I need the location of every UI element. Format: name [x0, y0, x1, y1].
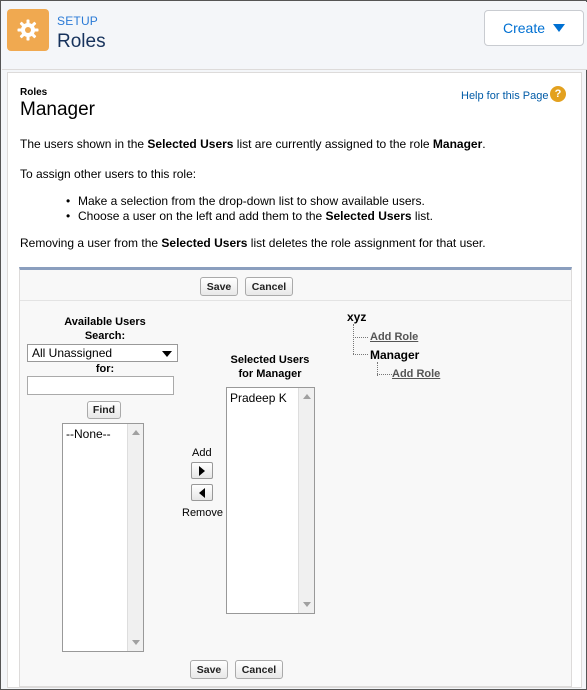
scroll-up-icon	[303, 394, 311, 399]
selected-users-list[interactable]	[226, 387, 315, 614]
breadcrumb: Roles	[20, 87, 48, 98]
create-button[interactable]	[484, 10, 584, 46]
user-assignment-section	[19, 267, 572, 687]
help-icon[interactable]: ?	[550, 86, 566, 102]
selected-users-role-label: for Manager	[238, 368, 302, 380]
remove-label: Remove	[182, 507, 223, 519]
tree-connector	[353, 354, 368, 355]
available-users-list[interactable]	[62, 423, 144, 652]
instruction-bullet: • Make a selection from the drop-down list to show available users.	[78, 194, 425, 208]
search-scope-select[interactable]	[27, 344, 178, 362]
search-text-input[interactable]	[27, 376, 174, 395]
tree-node-manager[interactable]: Manager	[370, 348, 420, 362]
find-button[interactable]: Find	[87, 401, 121, 419]
add-button[interactable]	[191, 462, 213, 479]
tree-connector	[353, 324, 354, 354]
selected-users-label: Selected Users	[230, 354, 310, 366]
intro-line-1: The users shown in the Selected Users list are currently assigned to the role Manager.	[20, 137, 486, 151]
scroll-down-icon	[303, 602, 311, 607]
scrollbar[interactable]	[127, 424, 143, 651]
chevron-down-icon	[162, 351, 172, 357]
role-title: Manager	[20, 99, 95, 120]
add-label: Add	[192, 447, 212, 459]
list-item[interactable]: Pradeep K	[230, 391, 287, 405]
intro-line-3: Removing a user from the Selected Users list deletes the role assignment for that user.	[20, 236, 486, 250]
add-role-link[interactable]: Add Role	[392, 368, 441, 380]
scroll-up-icon	[132, 430, 140, 435]
tree-node-root: xyz	[347, 310, 367, 324]
caret-down-icon	[553, 24, 565, 32]
top-button-bar	[20, 270, 571, 301]
save-button-bottom[interactable]: Save	[190, 660, 228, 679]
for-label: for:	[95, 363, 115, 375]
setup-header	[2, 2, 587, 70]
create-button-label: Create	[502, 20, 546, 36]
save-button[interactable]: Save	[200, 277, 238, 296]
arrow-right-icon	[199, 466, 205, 476]
intro-line-2: To assign other users to this role:	[20, 167, 197, 181]
cancel-button[interactable]: Cancel	[245, 277, 293, 296]
available-users-label: Available Users	[64, 316, 146, 328]
page-title: Roles	[57, 31, 106, 52]
tree-connector	[353, 337, 368, 338]
search-scope-value: All Unassigned	[32, 346, 113, 360]
gear-icon	[7, 9, 49, 51]
instruction-bullet: • Choose a user on the left and add them to the Selected Users list.	[78, 209, 433, 223]
add-role-link[interactable]: Add Role	[370, 331, 419, 343]
remove-button[interactable]	[191, 484, 213, 501]
section-label: SETUP	[57, 14, 99, 28]
search-label: Search:	[84, 330, 126, 342]
scroll-down-icon	[132, 640, 140, 645]
help-link[interactable]: Help for this Page	[461, 90, 549, 102]
scrollbar[interactable]	[298, 388, 314, 613]
cancel-button-bottom[interactable]: Cancel	[235, 660, 283, 679]
list-item[interactable]: --None--	[66, 427, 111, 441]
arrow-left-icon	[199, 488, 205, 498]
tree-connector	[377, 374, 392, 375]
main-panel	[7, 72, 582, 688]
